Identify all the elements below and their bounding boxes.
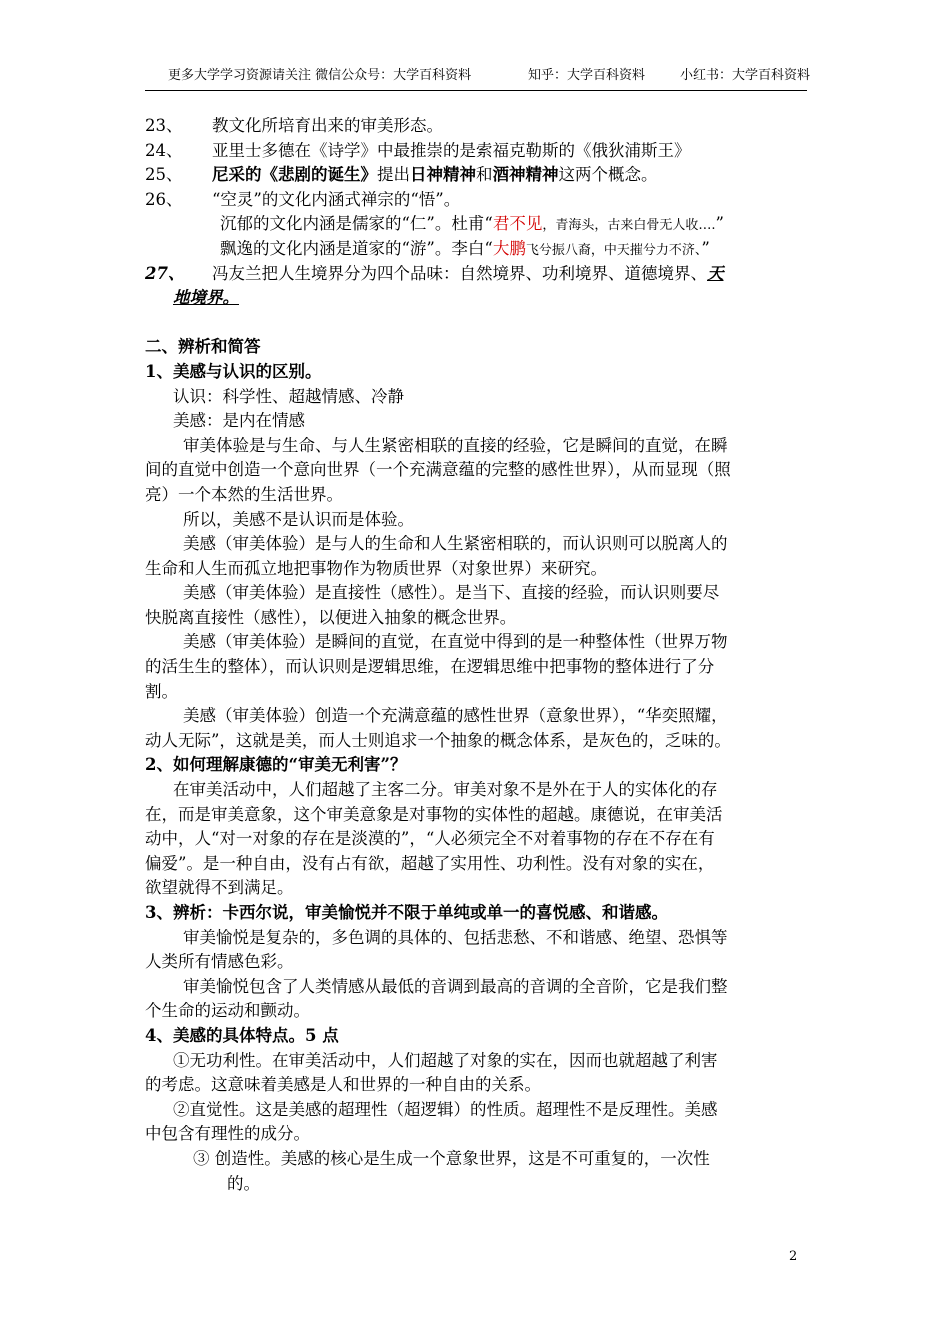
paragraph-line: 在审美活动中，人们超越了主客二分。审美对象不是外在于人的实体化的存: [173, 780, 718, 800]
paragraph-line: 认识：科学性、超越情感、冷静: [173, 386, 404, 406]
header-follow-text: 更多大学学习资源请关注 微信公众号：大学百科资料: [168, 68, 472, 83]
paragraph-text: 创造性。美感的核心是生成一个意象世界，这是不可重复的，一次性: [214, 1148, 710, 1168]
paragraph-line: 审美愉悦是复杂的，多色调的具体的、包括悲愁、不和谐感、绝望、恐惧等: [183, 927, 728, 947]
paragraph-line: 欲望就得不到满足。: [145, 878, 294, 898]
paragraph-line: 的活生生的整体），而认识则是逻辑思维，在逻辑思维中把事物的整体进行了分: [145, 657, 715, 677]
item-bold-italic-text: 地境界。: [173, 288, 239, 308]
paragraph-line: 美感（审美体验）是直接性（感性）。是当下、直接的经验，而认识则要尽: [183, 583, 720, 603]
paragraph-line: 人类所有情感色彩。: [145, 952, 294, 972]
paragraph-line: ②直觉性。这是美感的超理性（超逻辑）的性质。超理性不是反理性。美感: [173, 1099, 718, 1119]
item-number: 26、: [145, 189, 183, 209]
item-text: 提出: [377, 165, 410, 185]
list-item-27-cont: [145, 286, 807, 311]
paragraph-line: 中包含有理性的成分。: [145, 1124, 310, 1144]
paragraph-line: 所以，美感不是认识而是体验。: [183, 509, 414, 529]
item-number: 25、: [145, 165, 183, 185]
paragraph-line: 动中，人“对一对象的存在是淡漠的”，“人必须完全不对着事物的存在不存在有: [145, 829, 715, 849]
section-heading: 二、辨析和简答: [145, 337, 261, 357]
header-divider: [145, 90, 807, 91]
paragraph-line: 生命和人生而孤立地把事物作为物质世界（对象世界）来研究。: [145, 558, 607, 578]
list-marker: ③: [193, 1148, 210, 1168]
list-item-26: [145, 188, 807, 213]
question-4-title: 4、美感的具体特点。5 点: [145, 1025, 339, 1045]
item-text: 亚里士多德在《诗学》中最推崇的是索福克勒斯的《俄狄浦斯王》: [212, 140, 691, 160]
paragraph-line: 偏爱”。是一种自由，没有占有欲，超越了实用性、功利性。没有对象的实在，: [145, 853, 715, 873]
list-item-24: [145, 139, 807, 164]
paragraph-line: 审美体验是与生命、与人生紧密相联的直接的经验，它是瞬间的直觉，在瞬: [183, 435, 728, 455]
poem-quote: 飞兮振八裔，中天摧兮力不济、: [525, 242, 702, 258]
item-number: 23、: [145, 116, 183, 135]
paragraph-line: 美感（审美体验）是与人的生命和人生紧密相联的，而认识则可以脱离人的: [183, 534, 728, 554]
item-bold-text: 日神精神: [410, 165, 476, 185]
item-text: ”: [701, 238, 710, 258]
list-item-25: [145, 163, 807, 188]
item-bold-text: 酒神精神: [492, 165, 559, 185]
question-3-title: 3、辨析：卡西尔说，审美愉悦并不限于单纯或单一的喜悦感、和谐感。: [145, 903, 668, 922]
item-text: 飘逸的文化内涵是道家的“游”。李白“: [220, 238, 493, 258]
paragraph-line: 亮）一个本然的生活世界。: [145, 484, 343, 504]
paragraph-line: 在，而是审美意象，这个审美意象是对事物的实体性的超越。康德说，在审美活: [145, 804, 723, 824]
item-text: 沉郁的文化内涵是儒家的“仁”。杜甫“: [220, 214, 493, 234]
list-item-27: [145, 262, 807, 287]
question-1-title: 1、美感与认识的区别。: [145, 361, 322, 381]
paragraph-line: 的。: [227, 1173, 260, 1193]
paragraph-line: 快脱离直接性（感性），以便进入抽象的概念世界。: [145, 607, 517, 627]
item-text: 冯友兰把人生境界分为四个品味：自然境界、功利境界、道德境界、: [212, 263, 707, 283]
paragraph-line: 间的直觉中创造一个意向世界（一个充满意蕴的完整的感性世界），从而显现（照: [145, 460, 731, 480]
page-header: [168, 64, 828, 86]
paragraph-line: 个生命的运动和颤动。: [145, 1001, 310, 1021]
item-text: 和: [476, 165, 493, 185]
paragraph-line: 美感（审美体验）是瞬间的直觉，在直觉中得到的是一种整体性（世界万物: [183, 632, 728, 652]
poem-quote-red: 君不见: [492, 214, 543, 234]
paragraph-line: 割。: [145, 681, 178, 701]
item-text: 这两个概念。: [558, 165, 658, 185]
item-number: 24、: [145, 140, 183, 160]
document-body: [145, 114, 807, 1196]
question-2-title: 2、如何理解康德的“审美无利害”？: [145, 755, 407, 775]
item-text: 教文化所培育出来的审美形态。: [212, 116, 443, 135]
paragraph-line: [145, 1147, 807, 1172]
page-number: 2: [789, 1249, 798, 1264]
poem-quote-red: 大鹏: [492, 238, 526, 258]
header-xiaohongshu-text: 小红书：大学百科资料: [680, 68, 811, 83]
poem-quote: ，青海头，古来白骨无人收….: [542, 218, 716, 234]
item-bold-italic-text: 天: [707, 263, 724, 283]
paragraph-line: 美感：是内在情感: [173, 411, 305, 431]
paragraph-line: 的考虑。这意味着美感是人和世界的一种自由的关系。: [145, 1075, 541, 1095]
paragraph-line: 审美愉悦包含了人类情感从最低的音调到最高的音调的全音阶，它是我们整: [183, 976, 728, 996]
item-number: 27、: [145, 263, 185, 283]
paragraph-line: 美感（审美体验）创造一个充满意蕴的感性世界（意象世界），“华奕照耀，: [183, 706, 728, 726]
paragraph-line: 动人无际”，这就是美，而人士则追求一个抽象的概念体系，是灰色的，乏味的。: [145, 730, 731, 750]
list-item-26-sub2: [145, 237, 807, 262]
list-item-26-sub1: [145, 212, 807, 237]
item-text: “空灵”的文化内涵式禅宗的“悟”。: [212, 189, 461, 209]
list-item-23: [145, 114, 807, 139]
paragraph-line: ①无功利性。在审美活动中，人们超越了对象的实在，因而也就超越了利害: [173, 1050, 718, 1070]
item-bold-text: 尼采的《悲剧的诞生》: [212, 165, 377, 185]
item-text: ”: [715, 214, 724, 234]
header-zhihu-text: 知乎：大学百科资料: [528, 68, 646, 83]
